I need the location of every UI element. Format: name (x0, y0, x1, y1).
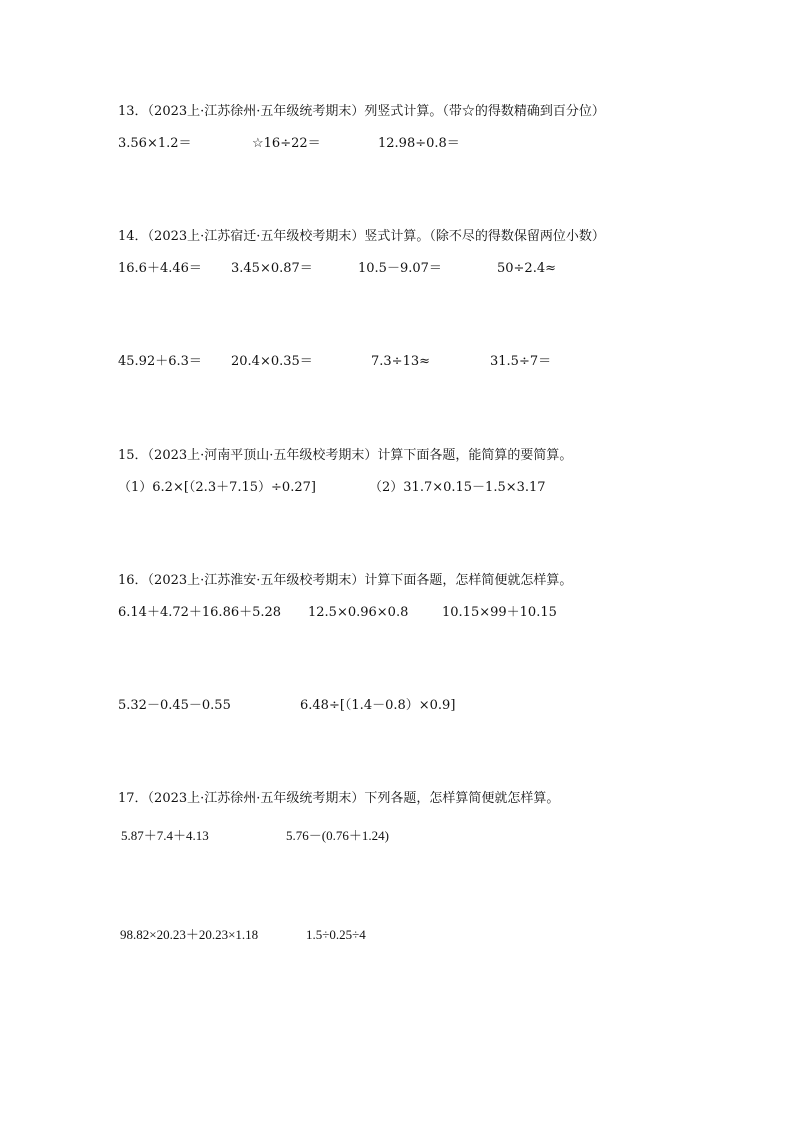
q14-expr-4: 50÷2.4≈ (497, 261, 557, 276)
q15-expr-1: （1）6.2×[（2.3＋7.15）÷0.27] (118, 480, 316, 495)
question-16-title: 16．（2023上·江苏淮安·五年级校考期末）计算下面各题，怎样简便就怎样算。 (118, 573, 573, 588)
q15-expr-2: （2）31.7×0.15－1.5×3.17 (369, 480, 546, 495)
q13-expr-3: 12.98÷0.8＝ (378, 136, 460, 151)
q14-expr-5: 45.92＋6.3＝ (118, 354, 202, 369)
q13-expr-2: ☆16÷22＝ (252, 136, 321, 151)
q14-expr-7: 7.3÷13≈ (371, 354, 431, 369)
q17-expr-1: 5.87＋7.4＋4.13 (121, 828, 209, 843)
q16-expr-1: 6.14＋4.72＋16.86＋5.28 (118, 605, 282, 620)
q16-expr-4: 5.32－0.45－0.55 (118, 698, 231, 713)
q14-expr-1: 16.6＋4.46＝ (118, 261, 202, 276)
q17-expr-4: 1.5÷0.25÷4 (306, 927, 366, 942)
question-17-title: 17．（2023上·江苏徐州·五年级统考期末）下列各题，怎样算简便就怎样算。 (118, 791, 560, 806)
question-14-title: 14．（2023上·江苏宿迁·五年级校考期末）竖式计算。（除不尽的得数保留两位小数） (118, 229, 605, 244)
q14-expr-8: 31.5÷7＝ (490, 354, 552, 369)
q14-expr-2: 3.45×0.87＝ (231, 261, 313, 276)
q14-expr-6: 20.4×0.35＝ (231, 354, 313, 369)
question-13-title: 13．（2023上·江苏徐州·五年级统考期末）列竖式计算。（带☆的得数精确到百分位） (118, 104, 605, 119)
q16-expr-3: 10.15×99＋10.15 (442, 605, 557, 620)
q16-expr-2: 12.5×0.96×0.8 (308, 605, 409, 620)
q16-expr-5: 6.48÷[（1.4－0.8）×0.9] (300, 698, 456, 713)
q17-expr-3: 98.82×20.23＋20.23×1.18 (120, 927, 259, 942)
q13-expr-1: 3.56×1.2＝ (118, 136, 192, 151)
q17-expr-2: 5.76－(0.76＋1.24) (286, 828, 389, 843)
q14-expr-3: 10.5－9.07＝ (358, 261, 442, 276)
question-15-title: 15．（2023上·河南平顶山·五年级校考期末）计算下面各题，能简算的要简算。 (118, 448, 573, 463)
